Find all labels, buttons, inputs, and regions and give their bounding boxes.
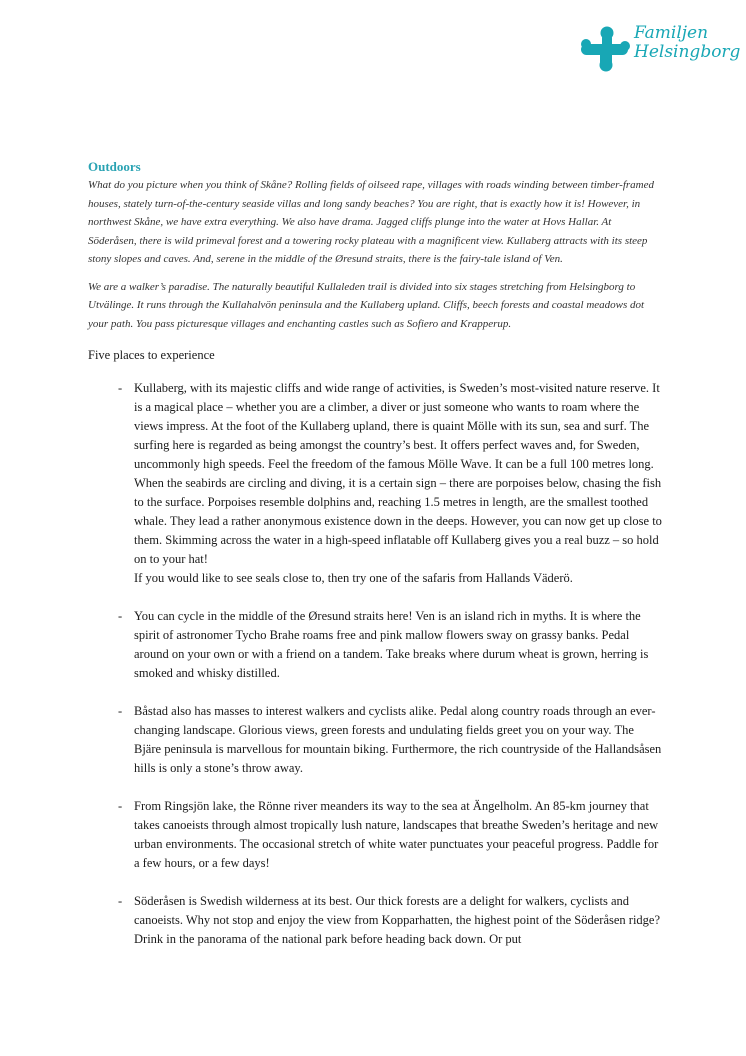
list-item-text: When the seabirds are circling and diving, it is a certain sign – there are porpoises below, chasing the fish to the surface. Porpoises resemble dolphins and, reaching 1.5 metres in length, are the smallest toothed whale. They lead a rather anonymous existence down in the deeps. However, you can now get up close to them. Skimming across the water in a high-speed inflatable off Kullaberg gives you a real buzz – so hold on to your hat!: [134, 476, 662, 566]
puzzle-piece-icon: [578, 24, 634, 72]
list-item: [88, 702, 662, 778]
list-item-text: If you would like to see seals close to, then try one of the safaris from Hallands Väderö.: [134, 571, 573, 585]
places-list: [88, 379, 662, 949]
bullet-dash: -: [118, 381, 123, 395]
logo-wordmark: [634, 24, 740, 62]
list-item-text: From Ringsjön lake, the Rönne river meanders its way to the sea at Ängelholm. An 85-km journey that takes canoeists through almost tropically lush nature, landscapes that breathe Sweden’s heritage and new urban environments. The occasional stretch of white water punctuates your peaceful progress. Paddle for a few hours, or a few days!: [134, 799, 659, 870]
list-item: [88, 379, 662, 588]
bullet-dash: -: [118, 609, 123, 623]
intro-paragraph-2: We are a walker’s paradise. The naturally beautiful Kullaleden trail is divided into six stages stretching from Helsingborg to Utvälinge. It runs through the Kullahalvön peninsula and the Kullaberg upland. Cliffs, beech forests and coastal meadows dot your path. You pass picturesque villages and enchanting castles such as Sofiero and Krapperup.: [88, 280, 645, 330]
bullet-dash: -: [118, 704, 123, 718]
bullet-dash: -: [118, 799, 123, 813]
list-item-text: Kullaberg, with its majestic cliffs and wide range of activities, is Sweden’s most-visited nature reserve. It is a magical place – whether you are a climber, a diver or just someone who wants to roam where the views impress. At the foot of the Kullaberg upland, there is quaint Mölle with its sun, sea and surf. The surfing here is regarded as being amongst the country’s best. It offers perfect waves and, for Sweden, uncommonly high speeds. Feel the freedom of the famous Mölle Wave. It can be a full 100 metres long.: [134, 381, 660, 471]
list-item: [88, 797, 662, 873]
list-item: [88, 892, 662, 949]
list-item: [88, 607, 662, 683]
intro-paragraph-1: What do you picture when you think of Skåne? Rolling fields of oilseed rape, villages with roads winding between timber-framed houses, stately turn-of-the-century seaside villas and long sandy beaches? You are right, that is exactly how it is! However, in northwest Skåne, we have extra everything. We also have drama. Jagged cliffs plunge into the water at Hovs Hallar. At Söderåsen, there is wild primeval forest and a towering rocky plateau with a magnificent view. Kullaberg attracts with its steep stony slopes and caves. And, serene in the middle of the Øresund straits, there is the fairy-tale island of Ven.: [88, 179, 654, 265]
section-heading: Outdoors: [88, 159, 141, 174]
list-item-text: You can cycle in the middle of the Øresund straits here! Ven is an island rich in myths. It is where the spirit of astronomer Tycho Brahe roams free and pink mallow flowers sway on grassy banks. Pedal around on your own or with a friend on a tandem. Take breaks where durum wheat is grown, herring is smoked and whisky distilled.: [134, 609, 649, 680]
list-item-text: Båstad also has masses to interest walkers and cyclists alike. Pedal along country roads through an ever-changing landscape. Glorious views, green forests and undulating fields greet you on your way. The Bjäre peninsula is marvellous for mountain biking. Furthermore, the rich countryside of the Hallandsåsen hills is only a stone’s throw away.: [134, 704, 662, 775]
document-body: [88, 158, 662, 968]
places-subheading: Five places to experience: [88, 348, 215, 362]
logo-line-helsingborg: Helsingborg: [634, 42, 741, 62]
list-item-text: Söderåsen is Swedish wilderness at its best. Our thick forests are a delight for walkers, cyclists and canoeists. Why not stop and enjoy the view from Kopparhatten, the highest point of the Söderåsen ridge? Drink in the panorama of the national park before heading back down. Or put: [134, 894, 661, 946]
bullet-dash: -: [118, 894, 123, 908]
familjen-helsingborg-logo: [578, 22, 741, 74]
logo-line-familjen: Familjen: [634, 23, 709, 43]
